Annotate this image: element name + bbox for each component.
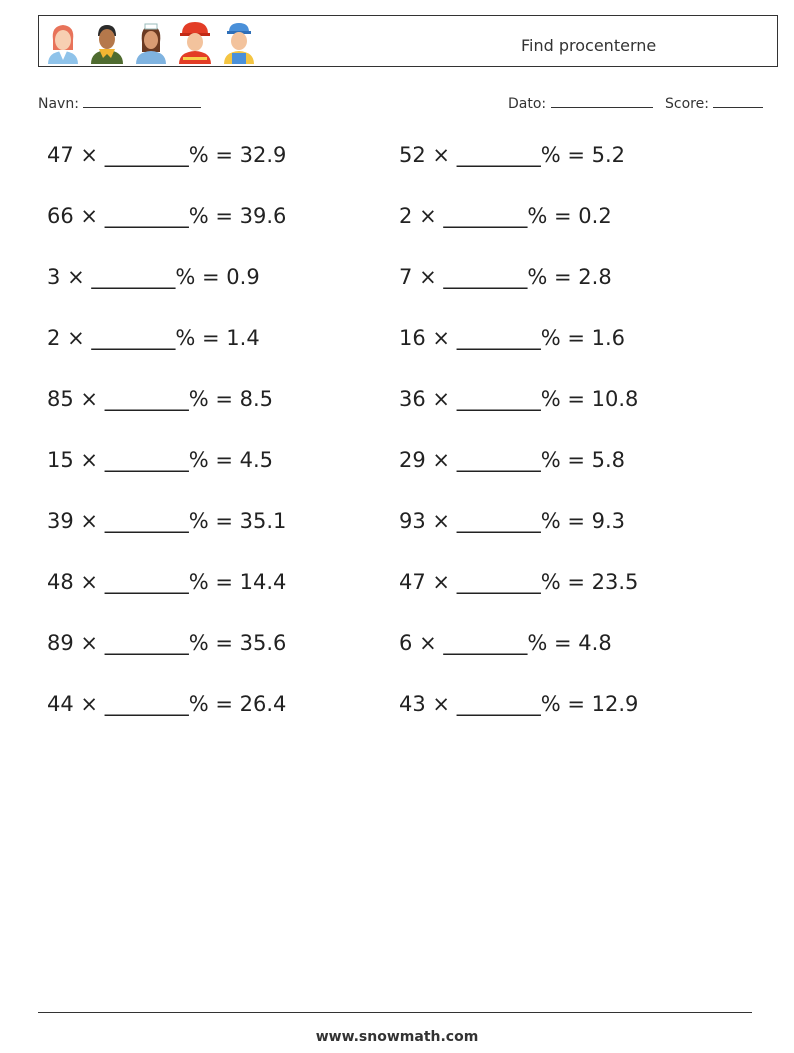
- percent-equals: % =: [540, 692, 585, 716]
- problem-row: [47, 509, 767, 570]
- problem-result: 0.2: [578, 204, 612, 228]
- woman-nurse-icon: [133, 20, 169, 64]
- problem-row: [47, 448, 767, 509]
- problem-result: 5.2: [591, 143, 626, 167]
- problem-result: 26.4: [239, 692, 287, 716]
- problem-right[interactable]: [399, 387, 638, 411]
- answer-blank[interactable]: ________: [456, 509, 541, 533]
- problem-result: 8.5: [239, 387, 274, 411]
- operator-sign: ×: [80, 570, 99, 594]
- problem-row: [47, 326, 767, 387]
- firefighter-icon: [177, 20, 213, 64]
- percent-equals: % =: [188, 631, 233, 655]
- operator-sign: ×: [80, 143, 99, 167]
- operator-sign: ×: [419, 265, 437, 289]
- name-field[interactable]: [38, 93, 201, 112]
- problem-result: 1.4: [226, 326, 260, 350]
- score-line[interactable]: [713, 93, 763, 108]
- problem-factor: 2: [399, 204, 413, 228]
- answer-blank[interactable]: ________: [443, 631, 528, 655]
- problem-result: 1.6: [591, 326, 626, 350]
- percent-equals: % =: [540, 570, 585, 594]
- problem-row: [47, 265, 767, 326]
- problem-result: 4.8: [578, 631, 612, 655]
- problem-left[interactable]: [47, 570, 286, 594]
- percent-equals: % =: [527, 265, 572, 289]
- problem-left[interactable]: [47, 326, 260, 350]
- problem-factor: 43: [399, 692, 426, 716]
- man-scarf-icon: [89, 20, 125, 64]
- problem-factor: 36: [399, 387, 426, 411]
- problem-row: [47, 692, 767, 753]
- answer-blank[interactable]: ________: [456, 326, 541, 350]
- problem-result: 10.8: [591, 387, 639, 411]
- percent-equals: % =: [188, 387, 233, 411]
- answer-blank[interactable]: ________: [443, 265, 528, 289]
- footer-site[interactable]: www.snowmath.com: [315, 1029, 479, 1045]
- operator-sign: ×: [80, 631, 99, 655]
- problem-right[interactable]: [399, 143, 625, 167]
- problem-left[interactable]: [47, 143, 286, 167]
- date-line[interactable]: [551, 93, 653, 108]
- operator-sign: ×: [67, 326, 85, 350]
- operator-sign: ×: [432, 509, 451, 533]
- date-field[interactable]: [508, 93, 653, 112]
- problem-factor: 66: [47, 204, 74, 228]
- problem-factor: 48: [47, 570, 74, 594]
- operator-sign: ×: [419, 204, 437, 228]
- problem-result: 9.3: [591, 509, 626, 533]
- problem-factor: 85: [47, 387, 74, 411]
- operator-sign: ×: [80, 692, 99, 716]
- answer-blank[interactable]: ________: [91, 265, 176, 289]
- problem-row: [47, 143, 767, 204]
- answer-blank[interactable]: ________: [456, 143, 541, 167]
- problem-result: 35.6: [239, 631, 287, 655]
- problem-result: 2.8: [578, 265, 612, 289]
- problem-right[interactable]: [399, 692, 638, 716]
- problem-factor: 89: [47, 631, 74, 655]
- problem-result: 5.8: [591, 448, 626, 472]
- answer-blank[interactable]: ________: [456, 692, 541, 716]
- problem-row: [47, 204, 767, 265]
- problem-factor: 44: [47, 692, 74, 716]
- answer-blank[interactable]: ________: [91, 326, 176, 350]
- score-field[interactable]: [665, 93, 763, 112]
- problem-row: [47, 570, 767, 631]
- problem-right[interactable]: [399, 509, 625, 533]
- operator-sign: ×: [432, 326, 451, 350]
- problem-factor: 47: [47, 143, 74, 167]
- percent-equals: % =: [188, 448, 233, 472]
- problem-result: 12.9: [591, 692, 639, 716]
- answer-blank[interactable]: ________: [104, 143, 189, 167]
- problem-right[interactable]: [399, 448, 625, 472]
- answer-blank[interactable]: ________: [104, 387, 189, 411]
- answer-blank[interactable]: ________: [104, 570, 189, 594]
- problem-left[interactable]: [47, 692, 286, 716]
- percent-equals: % =: [540, 387, 585, 411]
- percent-equals: % =: [527, 631, 572, 655]
- date-label: Dato:: [508, 96, 547, 112]
- problem-row: [47, 387, 767, 448]
- problem-right[interactable]: [399, 570, 638, 594]
- operator-sign: ×: [80, 448, 99, 472]
- woman-doctor-icon: [45, 20, 81, 64]
- problem-factor: 15: [47, 448, 74, 472]
- problem-factor: 47: [399, 570, 426, 594]
- answer-blank[interactable]: ________: [104, 448, 189, 472]
- operator-sign: ×: [80, 204, 99, 228]
- problem-factor: 52: [399, 143, 426, 167]
- problem-result: 23.5: [591, 570, 639, 594]
- answer-blank[interactable]: ________: [456, 448, 541, 472]
- problem-result: 0.9: [226, 265, 260, 289]
- problem-factor: 16: [399, 326, 426, 350]
- operator-sign: ×: [80, 387, 99, 411]
- operator-sign: ×: [80, 509, 99, 533]
- problem-factor: 2: [47, 326, 61, 350]
- percent-equals: % =: [540, 326, 585, 350]
- problem-factor: 39: [47, 509, 74, 533]
- score-label: Score:: [665, 96, 709, 112]
- problem-result: 39.6: [239, 204, 287, 228]
- operator-sign: ×: [432, 448, 451, 472]
- problem-result: 4.5: [239, 448, 274, 472]
- percent-equals: % =: [188, 143, 233, 167]
- percent-equals: % =: [188, 692, 233, 716]
- percent-equals: % =: [540, 448, 585, 472]
- problem-row: [47, 631, 767, 692]
- problem-right[interactable]: [399, 326, 625, 350]
- percent-equals: % =: [527, 204, 572, 228]
- problem-right[interactable]: [399, 631, 612, 655]
- problem-result: 14.4: [239, 570, 287, 594]
- operator-sign: ×: [432, 143, 451, 167]
- percent-equals: % =: [175, 326, 220, 350]
- operator-sign: ×: [432, 570, 451, 594]
- answer-blank[interactable]: ________: [456, 570, 541, 594]
- answer-blank[interactable]: ________: [104, 204, 189, 228]
- problem-left[interactable]: [47, 448, 273, 472]
- footer-divider: [38, 1012, 752, 1013]
- operator-sign: ×: [432, 387, 451, 411]
- percent-equals: % =: [540, 143, 585, 167]
- worksheet-header: [38, 15, 778, 67]
- name-label: Navn:: [38, 96, 79, 112]
- problem-left[interactable]: [47, 265, 260, 289]
- problem-result: 35.1: [239, 509, 287, 533]
- problem-result: 32.9: [239, 143, 287, 167]
- operator-sign: ×: [432, 692, 451, 716]
- name-line[interactable]: [83, 93, 201, 108]
- percent-equals: % =: [175, 265, 220, 289]
- mechanic-icon: [221, 20, 257, 64]
- answer-blank[interactable]: ________: [443, 204, 528, 228]
- percent-equals: % =: [540, 509, 585, 533]
- avatar-row: [45, 20, 257, 64]
- problem-factor: 3: [47, 265, 61, 289]
- problem-left[interactable]: [47, 204, 286, 228]
- answer-blank[interactable]: ________: [104, 509, 189, 533]
- worksheet-title: Find procenterne: [521, 36, 657, 55]
- percent-equals: % =: [188, 570, 233, 594]
- problem-factor: 6: [399, 631, 413, 655]
- problem-right[interactable]: [399, 204, 612, 228]
- operator-sign: ×: [67, 265, 85, 289]
- answer-blank[interactable]: ________: [104, 692, 189, 716]
- problem-grid: [47, 143, 767, 753]
- percent-equals: % =: [188, 204, 233, 228]
- operator-sign: ×: [419, 631, 437, 655]
- problem-left[interactable]: [47, 631, 286, 655]
- answer-blank[interactable]: ________: [456, 387, 541, 411]
- problem-factor: 7: [399, 265, 413, 289]
- problem-factor: 29: [399, 448, 426, 472]
- problem-left[interactable]: [47, 387, 273, 411]
- problem-right[interactable]: [399, 265, 612, 289]
- problem-left[interactable]: [47, 509, 286, 533]
- problem-factor: 93: [399, 509, 426, 533]
- percent-equals: % =: [188, 509, 233, 533]
- answer-blank[interactable]: ________: [104, 631, 189, 655]
